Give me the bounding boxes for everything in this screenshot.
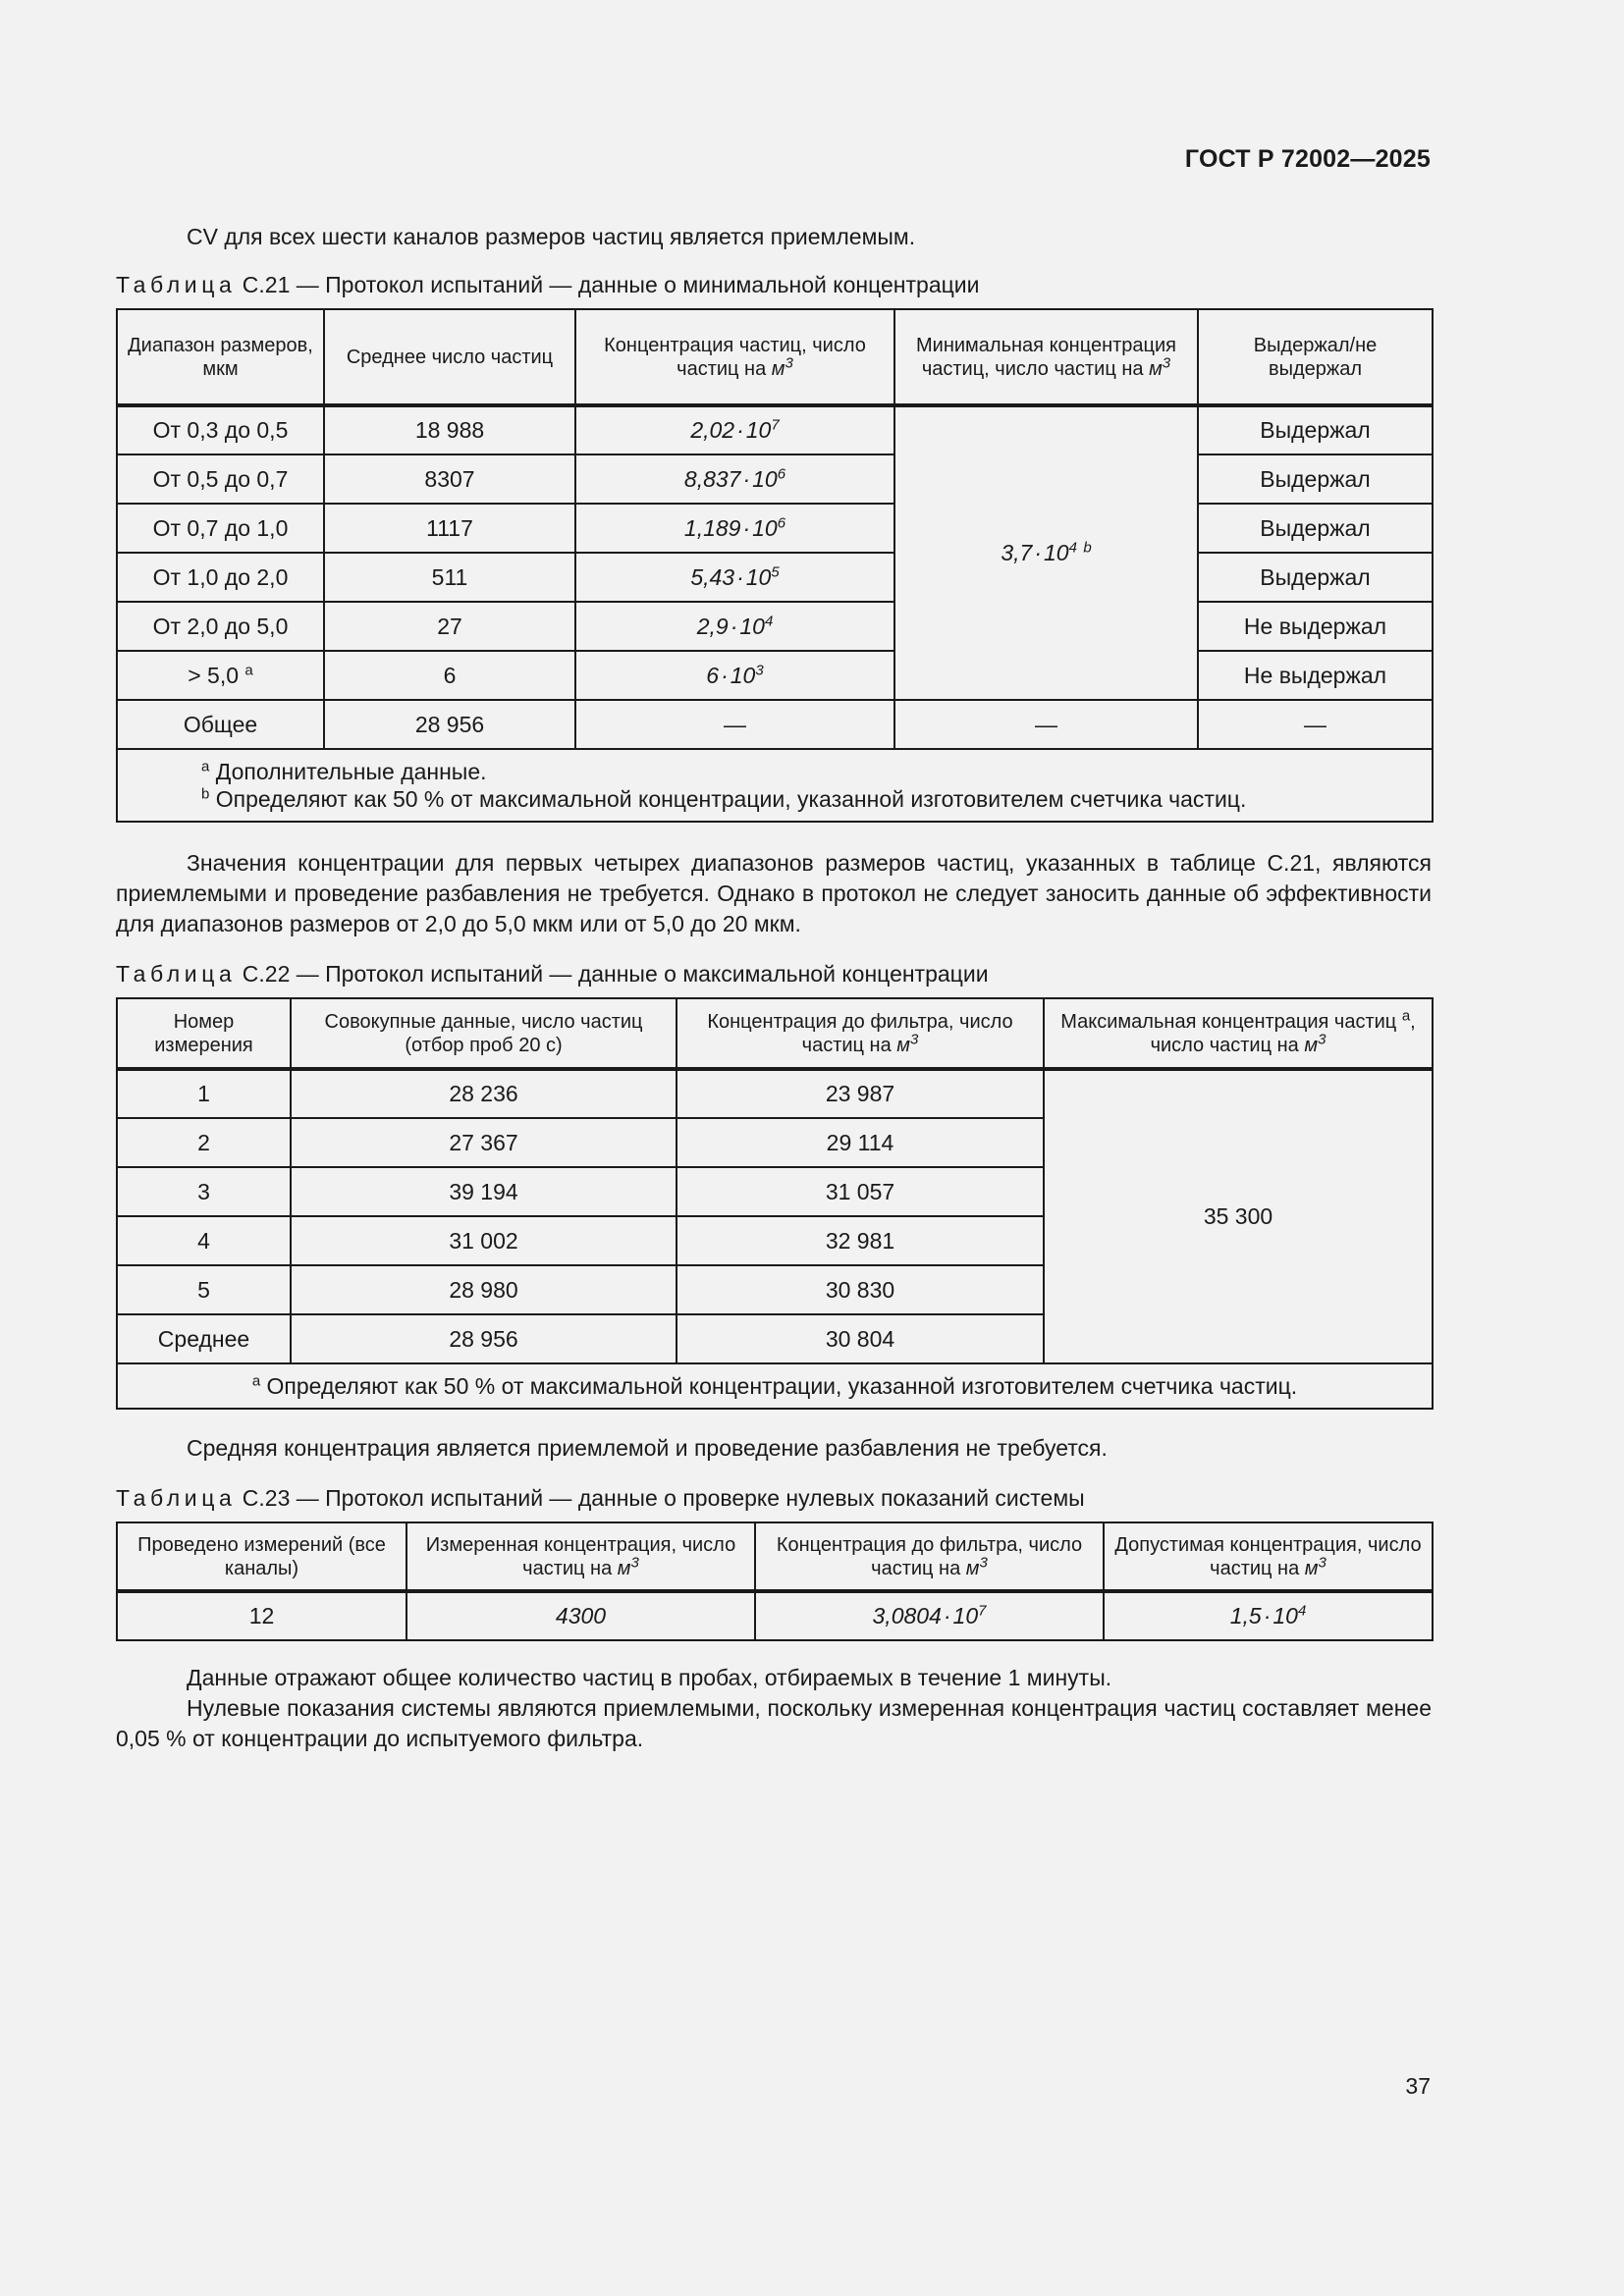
table-row: От 0,3 до 0,5 18 988 $2,02\cdot 10^7$ $3,7\cdot 10^4$ $^b$ Выдержал	[117, 405, 1433, 454]
table21-note-a: $^a$ Дополнительные данные.	[201, 758, 487, 784]
table22-header-max-conc: Максимальная концентрация частиц $^a$, число частиц на $м^3$	[1044, 998, 1433, 1069]
table-row: 12 4300 $3,0804\cdot 10^7$ $1,5\cdot 10^4$	[117, 1591, 1433, 1640]
paragraph-3: Средняя концентрация является приемлемой и проведение разбавления не требуется.	[187, 1435, 1108, 1461]
table21-min-conc-value: $3,7\cdot 10^4$ $^b$	[894, 405, 1198, 700]
table21-note-b: $^b$ Определяют как 50 % от максимальной концентрации, указанной изготовителем счетчика частиц.	[201, 785, 1247, 812]
table23-header-pre-filter: Концентрация до фильтра, число частиц на $м^3$	[755, 1522, 1104, 1591]
page-number: 37	[1405, 2073, 1431, 2099]
table23-header-measured: Измеренная концентрация, число частиц на $м^3$	[406, 1522, 755, 1591]
table23	[116, 1522, 1434, 1641]
table21-header-row	[117, 309, 1433, 405]
table21-header-mean: Среднее число частиц	[324, 309, 575, 405]
table22-max-conc-value: 35 300	[1044, 1069, 1433, 1363]
table23-header-count: Проведено измерений (все каналы)	[117, 1522, 406, 1591]
table21-header-min-conc: Минимальная концентрация частиц, число частиц на $м^3$	[894, 309, 1198, 405]
table-row: От 0,7 до 1,0 1117 $1,189\cdot 10^6$ Выдержал	[117, 504, 1433, 553]
table21-header-verdict: Выдержал/не выдержал	[1198, 309, 1433, 405]
standard-code: ГОСТ Р 72002—2025	[1184, 145, 1431, 173]
table21-total-row: Общее 28 956 — — —	[117, 700, 1433, 749]
paragraph-4: Данные отражают общее количество частиц в пробах, отбираемых в течение 1 минуты.	[187, 1665, 1112, 1690]
table23-header-row	[117, 1522, 1433, 1591]
table22-header-total: Совокупные данные, число частиц (отбор проб 20 с)	[291, 998, 677, 1069]
table-row: Среднее 28 956 30 804	[117, 1314, 1433, 1363]
table21-caption-word: Таблица	[116, 272, 237, 297]
table-row: 2 27 367 29 114	[117, 1118, 1433, 1167]
table22-header-row	[117, 998, 1433, 1069]
intro-paragraph: CV для всех шести каналов размеров частиц является приемлемым.	[187, 224, 916, 249]
table22-caption	[116, 959, 1432, 989]
table-row: От 1,0 до 2,0 511 $5,43\cdot 10^5$ Выдержал	[117, 553, 1433, 602]
table22-header-conc: Концентрация до фильтра, число частиц на $м^3$	[677, 998, 1044, 1069]
table-row: 5 28 980 30 830	[117, 1265, 1433, 1314]
table21	[116, 308, 1434, 823]
table-row: 1 28 236 23 987 35 300	[117, 1069, 1433, 1118]
page-content	[116, 222, 1432, 1754]
table22-header-number: Номер измерения	[117, 998, 291, 1069]
table22-notes-row	[117, 1363, 1433, 1409]
table23-caption-text: С.23 — Протокол испытаний — данные о проверке нулевых показаний системы	[242, 1485, 1085, 1511]
table21-caption	[116, 270, 1432, 300]
table21-notes-row	[117, 749, 1433, 822]
table-row: От 2,0 до 5,0 27 $2,9\cdot 10^4$ Не выдержал	[117, 602, 1433, 651]
table23-header-allowed: Допустимая концентрация, число частиц на $м^3$	[1104, 1522, 1433, 1591]
table23-caption-word: Таблица	[116, 1485, 237, 1511]
paragraph-2: Значения концентрации для первых четырех диапазонов размеров частиц, указанных в таблице С.21, являются приемлемыми и проведение разбавления не требуется. Однако в протокол не следует заносить данные об эффективности для диапазонов размеров от 2,0 до 5,0 мкм или от 5,0 до 20 мкм.	[116, 850, 1432, 936]
table22	[116, 997, 1434, 1410]
table22-caption-text: С.22 — Протокол испытаний — данные о максимальной концентрации	[242, 961, 989, 987]
table23-caption	[116, 1483, 1432, 1514]
table22-note-a: $^a$ Определяют как 50 % от максимальной концентрации, указанной изготовителем счетчика частиц.	[117, 1363, 1433, 1409]
table22-caption-word: Таблица	[116, 961, 237, 987]
table21-header-range: Диапазон размеров, мкм	[117, 309, 324, 405]
table21-header-conc: Концентрация частиц, число частиц на $м^3$	[575, 309, 894, 405]
table-row: 3 39 194 31 057	[117, 1167, 1433, 1216]
table-row: > 5,0 $^a$ 6 $6\cdot 10^3$ Не выдержал	[117, 651, 1433, 700]
table21-caption-text: С.21 — Протокол испытаний — данные о минимальной концентрации	[242, 272, 980, 297]
paragraph-5: Нулевые показания системы являются приемлемыми, поскольку измеренная концентрация частиц составляет менее 0,05 % от концентрации до испытуемого фильтра.	[116, 1695, 1432, 1751]
table-row: 4 31 002 32 981	[117, 1216, 1433, 1265]
table-row: От 0,5 до 0,7 8307 $8,837\cdot 10^6$ Выдержал	[117, 454, 1433, 504]
